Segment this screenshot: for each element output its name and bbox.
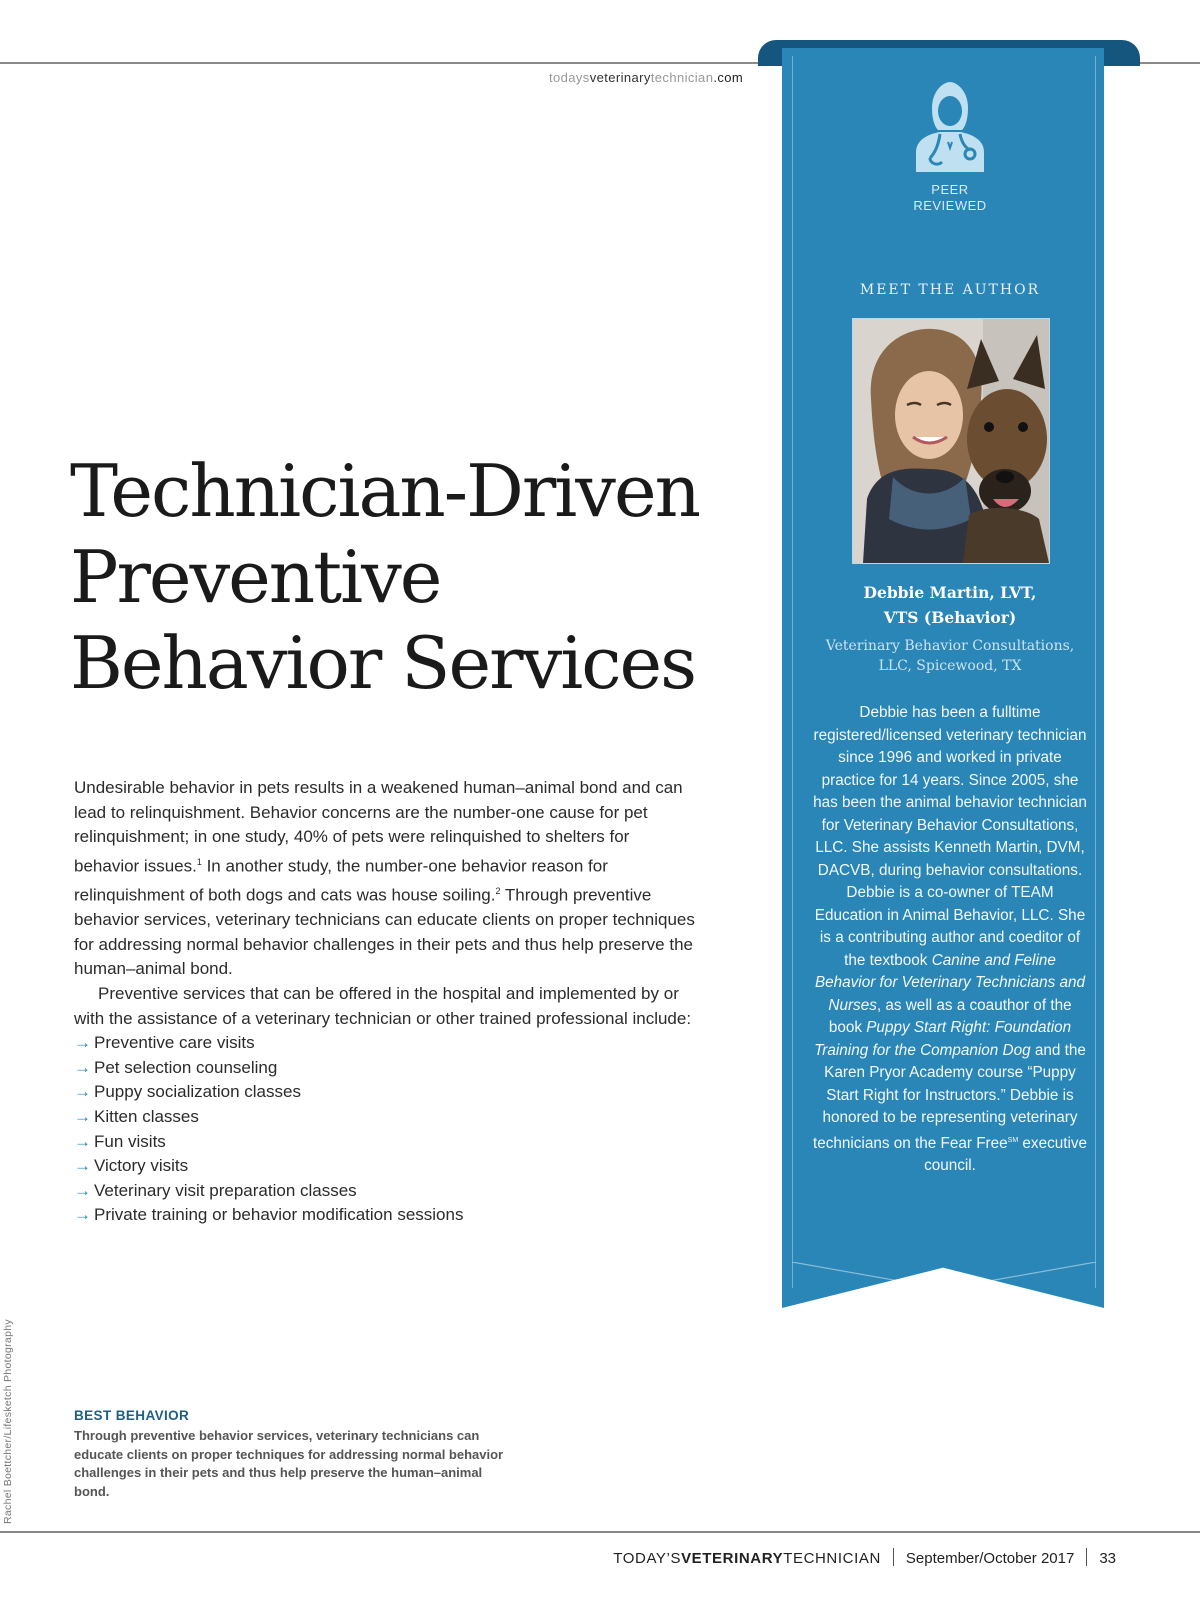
reference-2[interactable]: 2 [495, 886, 501, 897]
bio-text-2: , as well as a coauthor of the book [828, 996, 1072, 1036]
author-with-dog-image [853, 319, 1049, 563]
services-list-item [74, 1031, 698, 1056]
peer-label-line2: REVIEWED [913, 198, 987, 213]
arrow-right-icon: → [74, 1131, 91, 1151]
arrow-right-icon: → [74, 1033, 91, 1053]
footer-brand-technician: TECHNICIAN [783, 1550, 881, 1567]
site-url[interactable] [549, 70, 743, 85]
services-list-item-label: Victory visits [94, 1156, 189, 1176]
intro-paragraph [74, 776, 698, 982]
arrow-right-icon: → [74, 1156, 91, 1176]
author-name-line1: Debbie Martin, LVT, [863, 583, 1037, 602]
intro-text-3: Through preventive behavior services, veterinary technicians can educate clients on proper techniques for addressing normal behavior challenges in their pets and thus help preserve the human–animal bond. [74, 885, 695, 979]
affiliation-line2: LLC, Spicewood, TX [878, 658, 1022, 674]
peer-reviewed-label [882, 182, 1018, 214]
services-list [74, 1031, 698, 1228]
peer-label-line1: PEER [931, 182, 969, 197]
top-rule [0, 62, 770, 64]
services-list-item [74, 1130, 698, 1155]
service-mark: SM [1007, 1136, 1019, 1144]
site-url-tld: .com [713, 70, 744, 85]
reference-1[interactable]: 1 [196, 856, 202, 867]
title-line3: Behavior Services [70, 621, 696, 705]
services-list-item-label: Fun visits [94, 1131, 166, 1151]
footer-brand-veterinary: VETERINARY [681, 1550, 784, 1567]
services-list-item-label: Puppy socialization classes [94, 1082, 301, 1102]
author-name-line2: VTS (Behavior) [883, 608, 1017, 627]
footer-issue: September/October 2017 [905, 1550, 1075, 1567]
author-name [800, 580, 1100, 630]
services-list-item-label: Pet selection counseling [94, 1057, 278, 1077]
services-list-item [74, 1203, 698, 1228]
services-list-item-label: Veterinary visit preparation classes [94, 1180, 357, 1200]
caption-body: Through preventive behavior services, veterinary technicians can educate clients on proper techniques for addressing normal behavior challenges in their pets and thus help preserve the human–animal bond. [74, 1428, 504, 1499]
services-list-item [74, 1056, 698, 1081]
services-list-item [74, 1179, 698, 1204]
caption-heading: BEST BEHAVIOR [74, 1408, 190, 1423]
footer-divider [893, 1548, 894, 1566]
services-list-item-label: Private training or behavior modification sessions [94, 1205, 464, 1225]
bio-text-1: Debbie has been a fulltime registered/licensed veterinary technician since 1996 and worked in private practice for 14 years. Since 2005, she has been the animal behavior technician for Veterinary Behavior Consultations, LLC. She assists Kenneth Martin, DVM, DACVB, during behavior consultations. Debbie is a co-owner of TEAM Education in Animal Behavior, LLC. She is a contributing author and coeditor of the textbook [813, 704, 1087, 969]
footer-brand-todays: TODAY’S [613, 1550, 682, 1567]
photo-credit: Rachel Boettcher/Lifesketch Photography [2, 1319, 14, 1524]
services-list-item-label: Kitten classes [94, 1107, 199, 1127]
veterinarian-icon [910, 78, 990, 172]
arrow-right-icon: → [74, 1107, 91, 1127]
bio-book-title-1: Canine and Feline Behavior for Veterinary Technicians and Nurses [814, 951, 1086, 1014]
arrow-right-icon: → [74, 1057, 91, 1077]
services-list-item-label: Preventive care visits [94, 1033, 255, 1053]
footer-divider [1086, 1548, 1087, 1566]
arrow-right-icon: → [74, 1180, 91, 1200]
services-paragraph: Preventive services that can be offered in the hospital and implemented by or with the assistance of a veterinary technician or other trained professional include: [74, 984, 692, 1028]
intro-text-1: Undesirable behavior in pets results in a weakened human–animal bond and can lead to relinquishment. Behavior concerns are the number-one cause for pet relinquishment; in one study, 40% of pets were relinquished to shelters for behavior issues. [74, 778, 683, 876]
arrow-right-icon: → [74, 1205, 91, 1225]
affiliation-line1: Veterinary Behavior Consultations, [825, 638, 1075, 654]
author-bio [812, 702, 1088, 1178]
services-list-item [74, 1080, 698, 1105]
page-number: 33 [1099, 1550, 1116, 1567]
services-list-item [74, 1105, 698, 1130]
author-affiliation [806, 636, 1094, 676]
site-url-suffix: technician [650, 70, 714, 85]
site-url-middle: veterinary [589, 70, 651, 85]
services-list-item [74, 1154, 698, 1179]
article-body [74, 776, 698, 1228]
author-photo [852, 318, 1050, 564]
page-footer [613, 1548, 1116, 1567]
arrow-right-icon: → [74, 1082, 91, 1102]
meet-the-author-heading: MEET THE AUTHOR [859, 282, 1041, 298]
bottom-rule [0, 1531, 1200, 1533]
ribbon-bottom-line [792, 1262, 1096, 1292]
bio-text-3: and the Karen Pryor Academy course “Puppy Start Right for Instructors.” Debbie is honored to be representing veterinary technicians on the Fear Free [812, 1041, 1086, 1152]
site-url-prefix: todays [549, 70, 590, 85]
bio-text-4: executive council. [924, 1134, 1088, 1175]
title-line1: Technician-Driven [70, 449, 699, 533]
intro-text-2: In another study, the number-one behavior reason for relinquishment of both dogs and cats was house soiling. [74, 856, 608, 905]
bio-book-title-2: Puppy Start Right: Foundation Training for the Companion Dog [814, 1019, 1072, 1059]
title-line2: Preventive [70, 535, 441, 619]
article-title [70, 448, 750, 706]
